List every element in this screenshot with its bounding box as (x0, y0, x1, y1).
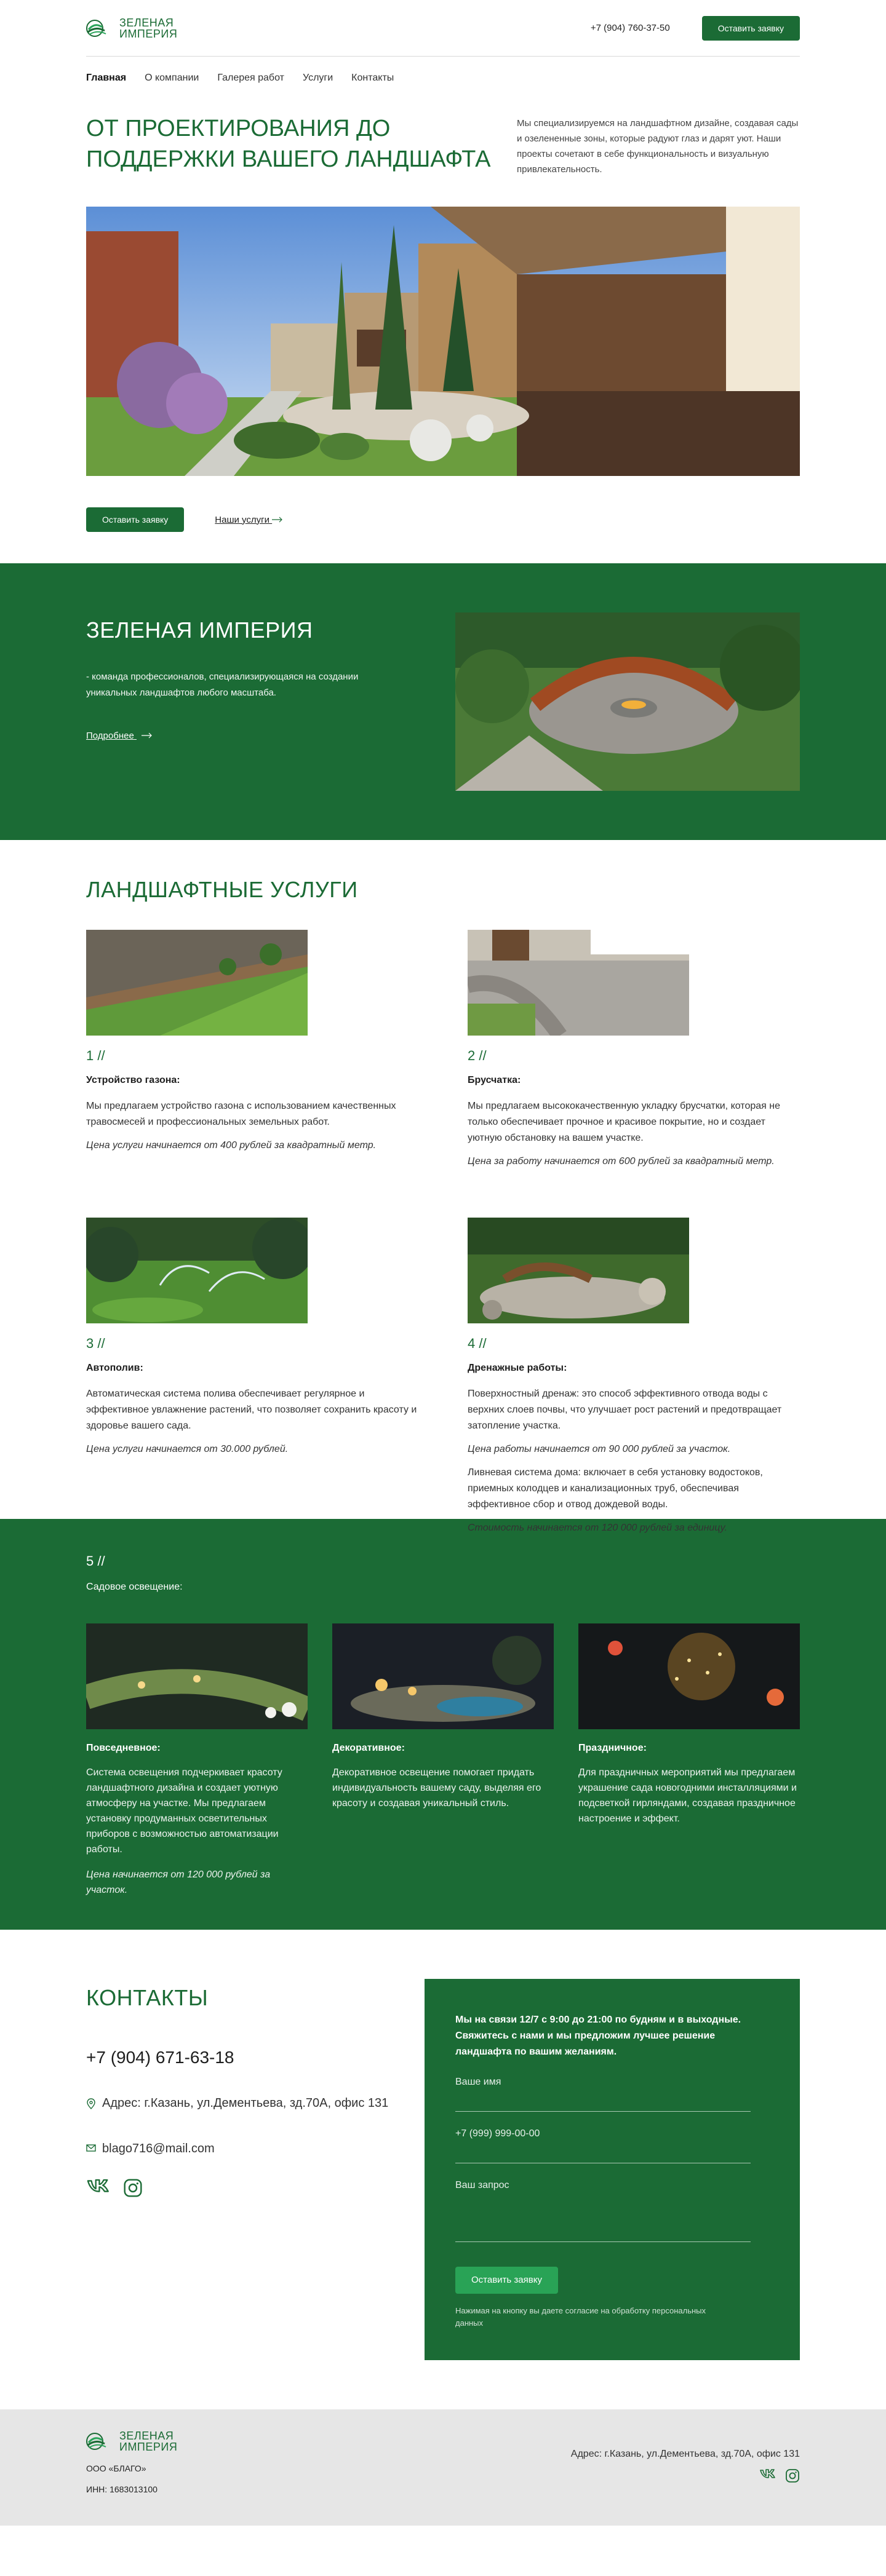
hero-image (86, 207, 800, 476)
logo-text (119, 17, 177, 39)
vk-icon[interactable] (759, 2468, 776, 2479)
lighting-image-decorative (332, 1623, 554, 1729)
contacts-email[interactable] (86, 2139, 394, 2158)
lighting-card-everyday (86, 1623, 308, 1898)
about-content (86, 612, 375, 791)
lighting-card-holiday (578, 1623, 800, 1898)
lighting-card-description: Для праздничных мероприятий мы предлагаем украшение сада новогодними инсталляциями и подсветкой гирляндами, создавая праздничное настроение и эффект. (578, 1767, 797, 1824)
service-price: Цена услуги начинается от 400 рублей за квадратный метр. (86, 1140, 377, 1151)
header-cta-button[interactable]: Оставить заявку (702, 16, 800, 41)
lighting-number: 5 // (86, 1553, 105, 1569)
hero (86, 113, 800, 177)
lighting-image-holiday (578, 1623, 800, 1729)
service-image-irrigation (86, 1218, 308, 1323)
lighting-card-name: Праздничное: (578, 1743, 647, 1753)
service-price: Цена за работу начинается от 600 рублей за квадратный метр. (468, 1156, 775, 1167)
main-nav (86, 57, 800, 100)
contacts-section (0, 1930, 886, 2409)
lighting-card-name: Повседневное: (86, 1743, 161, 1753)
submit-button[interactable]: Оставить заявку (455, 2267, 558, 2294)
lighting-card-decorative (332, 1623, 554, 1898)
arrow-right-icon (142, 732, 153, 739)
about-section (0, 563, 886, 840)
service-image-lawn (86, 930, 308, 1036)
logo-line-1: ЗЕЛЕНАЯ (119, 16, 174, 29)
about-image (455, 612, 800, 791)
service-name: Дренажные работы: (468, 1363, 567, 1373)
nav-item-contacts[interactable]: Контакты (351, 73, 394, 83)
instagram-icon[interactable] (785, 2468, 800, 2483)
contacts-socials (86, 2178, 394, 2198)
header-right (591, 16, 800, 41)
about-more-label: Подробнее (86, 731, 134, 741)
footer-company: ООО «БЛАГО» (86, 2463, 146, 2473)
service-price-2: Стоимость начинается от 120 000 рублей за единицу. (468, 1523, 727, 1533)
service-description: Мы предлагаем устройство газона с использованием качественных травосмесей и профессиональных земельных работ. (86, 1101, 396, 1127)
name-input[interactable] (455, 2060, 751, 2112)
service-price: Цена услуги начинается от 30.000 рублей. (86, 1444, 289, 1454)
lighting-card-name: Декоративное: (332, 1743, 405, 1753)
service-name: Устройство газона: (86, 1075, 180, 1085)
contacts-email-text: blago716@mail.com (102, 2142, 215, 2155)
lighting-image-everyday (86, 1623, 308, 1729)
service-name: Автополив: (86, 1363, 143, 1373)
service-price: Цена работы начинается от 90 000 рублей за участок. (468, 1444, 731, 1454)
service-card-lawn (86, 930, 418, 1218)
instagram-icon[interactable] (123, 2178, 143, 2198)
logo-line-2: ИМПЕРИЯ (119, 27, 178, 40)
consent-text: Нажимая на кнопку вы даете согласие на обработку персональных данных (455, 2306, 706, 2328)
about-more-link[interactable] (86, 731, 153, 741)
lighting-grid (86, 1623, 800, 1898)
arrow-right-icon (272, 517, 283, 523)
service-image-drainage (468, 1218, 689, 1323)
nav-item-about[interactable]: О компании (145, 73, 199, 83)
lighting-card-description: Система освещения подчеркивает красоту ландшафтного дизайна и создает уютную атмосферу на участке. Мы предлагаем установку продуманных осветительных приборов с возможностью автоматизации работы. (86, 1767, 282, 1855)
vk-icon[interactable] (86, 2178, 111, 2194)
footer-address: Адрес: г.Казань, ул.Дементьева, зд.70А, офис 131 (570, 2449, 800, 2459)
about-title: ЗЕЛЕНАЯ ИМПЕРИЯ (86, 617, 313, 643)
phone-input[interactable] (455, 2112, 751, 2163)
service-name: Брусчатка: (468, 1075, 521, 1085)
logo-mark-icon (86, 2431, 113, 2451)
about-text: - команда профессионалов, специализирующаяся на создании уникальных ландшафтов любого масштаба. (86, 672, 359, 698)
footer-info (86, 2430, 177, 2494)
lighting-card-price: Цена начинается от 120 000 рублей за участок. (86, 1869, 271, 1895)
nav-item-gallery[interactable]: Галерея работ (217, 73, 284, 83)
hero-title: ОТ ПРОЕКТИРОВАНИЯ ДО ПОДДЕРЖКИ ВАШЕГО ЛАНДШАФТА (86, 116, 491, 172)
hero-cta-button[interactable]: Оставить заявку (86, 507, 184, 532)
footer-logo[interactable] (86, 2430, 177, 2452)
services-link-label: Наши услуги (215, 514, 269, 525)
service-number: 2 // (468, 1048, 487, 1063)
lighting-card-description: Декоративное освещение помогает придать индивидуальность вашему саду, выделяя его красоту и создавая уникальный стиль. (332, 1767, 541, 1809)
services-link[interactable] (215, 515, 283, 525)
request-input[interactable] (455, 2163, 751, 2242)
nav-item-home[interactable]: Главная (86, 73, 127, 83)
service-card-irrigation (86, 1218, 418, 1505)
hero-actions (86, 476, 800, 563)
service-description: Автоматическая система полива обеспечивает регулярное и эффективное увлажнение растений, что позволяет сохранить красоту и здоровье вашего сада. (86, 1389, 417, 1431)
logo-line-1: ЗЕЛЕНАЯ (119, 2430, 174, 2442)
services-grid (86, 930, 800, 1533)
service-number: 1 // (86, 1048, 105, 1063)
contacts-address-text: Адрес: г.Казань, ул.Дементьева, зд.70А, офис 131 (102, 2096, 389, 2110)
service-description: Поверхностный дренаж: это способ эффективного отвода воды с верхних слоев почвы, что улучшает рост растений и предотвращает затопление участка. (468, 1389, 782, 1431)
request-input-placeholder: Ваш запрос (455, 2180, 509, 2190)
service-description: Мы предлагаем высококачественную укладку брусчатки, которая не только обеспечивает прочное и красивое покрытие, но и создает уютную обстановку на вашем участке. (468, 1101, 780, 1143)
nav-item-services[interactable]: Услуги (302, 73, 333, 83)
service-card-drainage (468, 1218, 800, 1533)
lighting-section (0, 1519, 886, 1930)
logo-line-2: ИМПЕРИЯ (119, 2441, 178, 2453)
footer-inn: ИНН: 1683013100 (86, 2484, 158, 2494)
contacts-title: КОНТАКТЫ (86, 1985, 209, 2010)
contacts-info (86, 1979, 394, 2360)
service-image-paving (468, 930, 689, 1036)
logo[interactable] (86, 17, 177, 39)
form-lead: Мы на связи 12/7 с 9:00 до 21:00 по будням и в выходные. Свяжитесь с нами и мы предложим лучшее решение ландшафта по вашим желаниям. (455, 2015, 741, 2057)
footer-socials (571, 2468, 800, 2483)
mail-icon (86, 2144, 96, 2152)
logo-text (119, 2430, 177, 2452)
service-description-2: Ливневая система дома: включает в себя установку водостоков, приемных колодцев и канализационных труб, обеспечивая эффективное сбор и отвод дождевой воды. (468, 1467, 763, 1510)
contact-form (425, 1979, 800, 2360)
service-number: 3 // (86, 1336, 105, 1351)
service-card-paving (468, 930, 800, 1218)
site-footer (0, 2409, 886, 2526)
contacts-phone[interactable]: +7 (904) 671-63-18 (86, 2048, 234, 2067)
site-header (86, 0, 800, 57)
logo-mark-icon (86, 18, 113, 38)
services-section (86, 840, 800, 1533)
hero-text: Мы специализируемся на ландшафтном дизайне, создавая сады и озелененные зоны, которые радуют глаз и дарят уют. Наши проекты сочетают в себе функциональность и визуальную привлекательность. (517, 118, 799, 175)
lighting-title: Садовое освещение: (86, 1582, 183, 1592)
service-number: 4 // (468, 1336, 487, 1351)
header-phone[interactable]: +7 (904) 760-37-50 (590, 23, 670, 33)
services-title: ЛАНДШАФТНЫЕ УСЛУГИ (86, 877, 358, 902)
name-input-placeholder: Ваше имя (455, 2077, 501, 2087)
contacts-address (86, 2093, 394, 2113)
location-pin-icon (86, 2098, 96, 2109)
phone-input-placeholder: +7 (999) 999-00-00 (455, 2128, 540, 2139)
footer-contacts (571, 2430, 800, 2494)
